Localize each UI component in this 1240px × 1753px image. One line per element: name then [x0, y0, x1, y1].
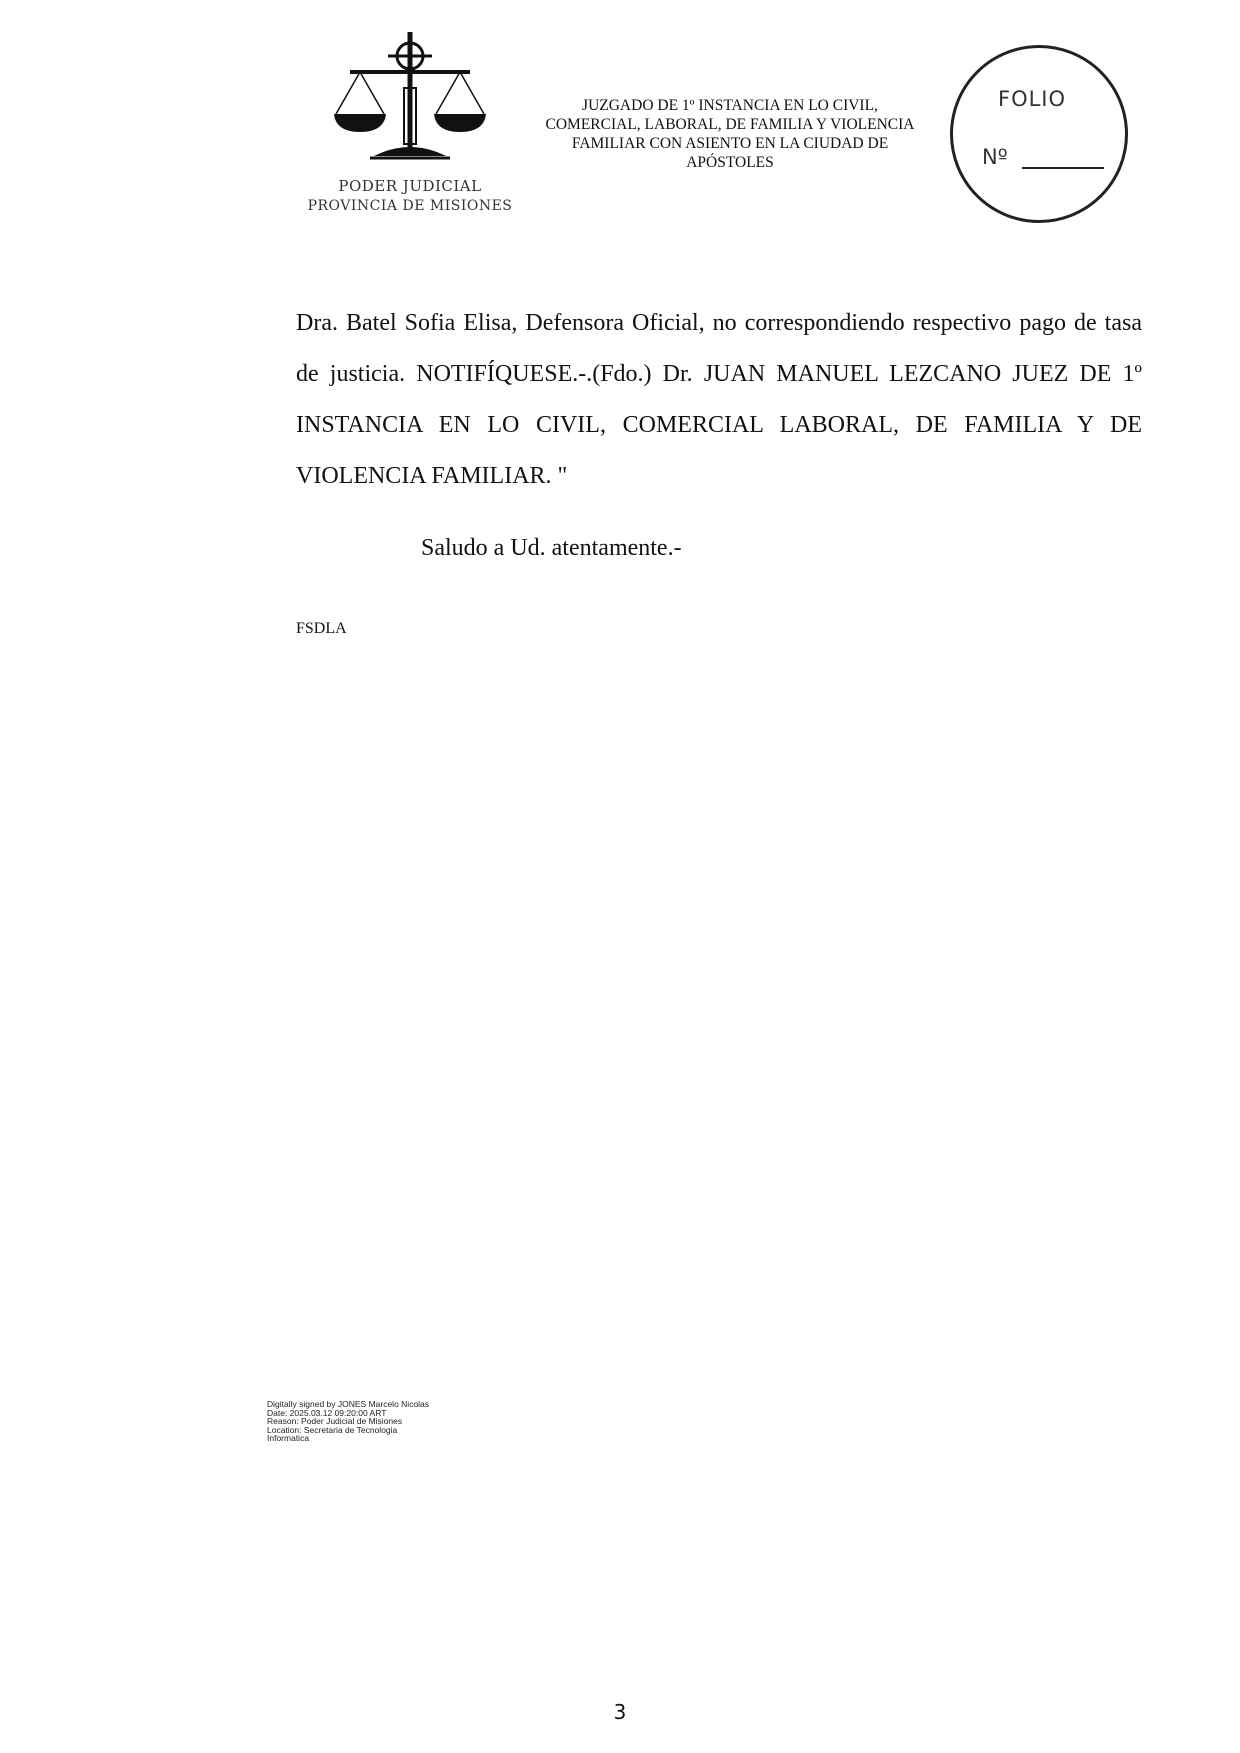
- signature-line: Date: 2025.03.12 09:20:00 ART: [267, 1407, 387, 1418]
- court-title-line: JUZGADO DE 1º INSTANCIA EN LO CIVIL,: [582, 97, 878, 114]
- folio-stamp: [950, 45, 1130, 225]
- body-paragraph: Dra. Batel Sofia Elisa, Defensora Oficial, no correspondiendo respectivo pago de tasa de justicia. NOTIFÍQUESE.-.(Fdo.) Dr. JUAN MANUEL LEZCANO JUEZ DE 1º INSTANCIA EN LO CIVIL, COMERCIAL LABORAL, DE FAMILIA Y DE VIOLENCIA FAMILIAR. ": [296, 310, 1142, 489]
- digital-signature: [267, 1400, 429, 1443]
- court-title: [520, 96, 940, 172]
- poder-judicial-logo: [300, 30, 520, 220]
- court-title-line: FAMILIAR CON ASIENTO EN LA CIUDAD DE: [571, 135, 889, 152]
- court-title-line: COMERCIAL, LABORAL, DE FAMILIA Y VIOLENCIA: [545, 116, 915, 133]
- folio-number-blank: [1022, 167, 1104, 169]
- folio-stamp-ring: [950, 45, 1128, 223]
- signature-line: Digitally signed by JONES Marcelo Nicolas: [267, 1399, 430, 1409]
- signature-line: Reason: Poder Judicial de Misiones: [267, 1416, 403, 1427]
- folio-number-label: Nº: [982, 145, 1008, 169]
- author-initials: FSDLA: [296, 620, 347, 637]
- scales-of-justice-icon: [330, 30, 490, 170]
- page-number: 3: [613, 1700, 627, 1724]
- logo-text-provincia: PROVINCIA DE MISIONES: [307, 198, 513, 214]
- court-title-line: APÓSTOLES: [686, 154, 774, 171]
- closing-salutation: Saludo a Ud. atentamente.-: [421, 535, 682, 561]
- signature-line: Location: Secretaria de Tecnologia: [267, 1424, 398, 1435]
- signature-line: Informatica: [267, 1433, 310, 1444]
- logo-text-poder-judicial: PODER JUDICIAL: [338, 177, 482, 195]
- folio-label: FOLIO: [998, 87, 1067, 111]
